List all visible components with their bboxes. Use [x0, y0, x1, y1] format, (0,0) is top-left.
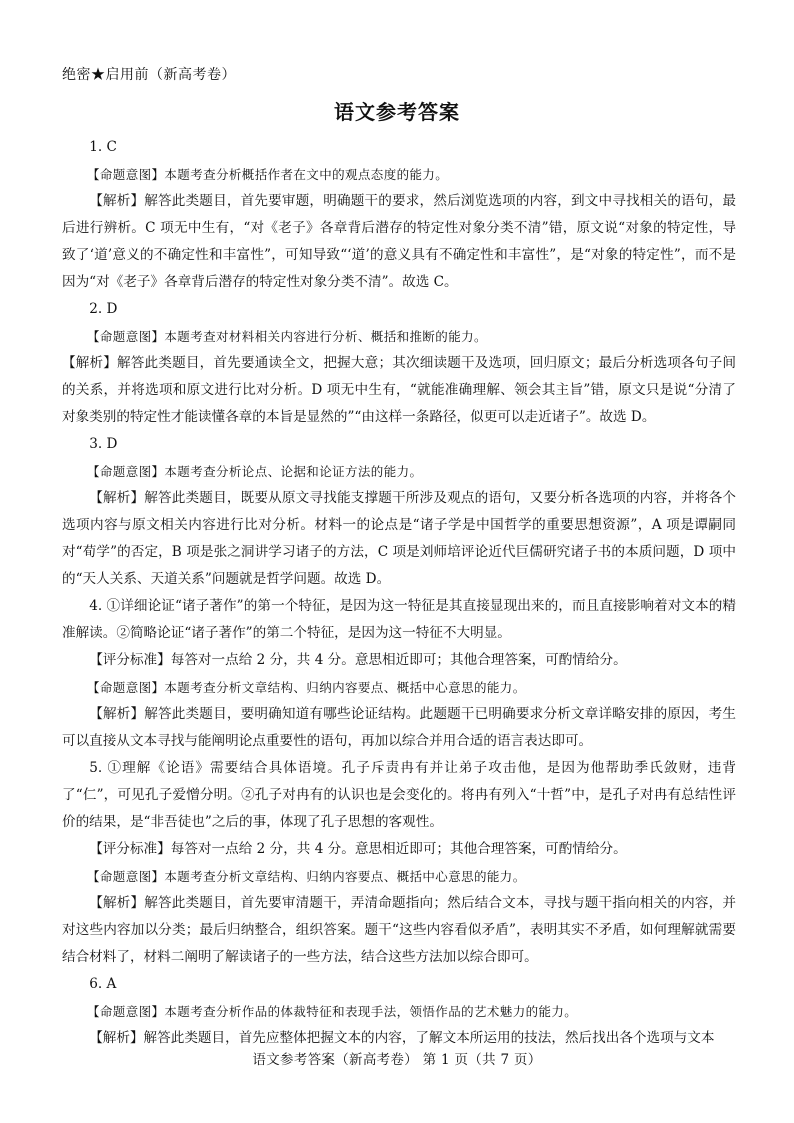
q1-analysis: 【解析】解答此类题目，首先要审题，明确题干的要求，然后浏览选项的内容，到文中寻找相关的语句，最后进行辨析。C 项无中生有，“对《老子》各章背后潜存的特定性对象分类不清”错，原文说“对象的特定性，导致了‘道’意义的不确定性和丰富性”，可知导致“‘道’的意义具有不确定性和丰富性”，是“对象的特定性”，而不是因为“对《老子》各章背后潜存的特定性对象分类不清”。故选 C。	[62, 193, 736, 290]
q4-intent: 【命题意图】本题考查分析文章结构、归纳内容要点、概括中心意思的能力。	[87, 680, 526, 695]
q4-answer: 4. ①详细论证“诸子著作”的第一个特征，是因为这一特征是其直接显现出来的，而且直接影响着对文本的精准解读。②简略论证“诸子著作”的第二个特征，是因为这一特征不大明显。	[62, 598, 736, 641]
q1-answer: 1. C	[89, 139, 117, 155]
confidential-header: 绝密★启用前（新高考卷）	[62, 67, 236, 83]
q3-analysis: 【解析】解答此类题目，既要从原文寻找能支撑题干所涉及观点的语句，又要分析各选项的内容，并将各个选项内容与原文相关内容进行比对分析。材料一的论点是“诸子学是中国哲学的重要思想资源”，A 项是谭嗣同对“荀学”的否定，B 项是张之洞讲学习诸子的方法，C 项是刘师培评论近代巨儒研究诸子书的本质问题，D 项中的“天人关系、天道关系”问题就是哲学问题。故选 D。	[62, 490, 736, 587]
q5-analysis: 【解析】解答此类题目，首先要审清题干，弄清命题指向；然后结合文本，寻找与题干指向相关的内容，并对这些内容加以分类；最后归纳整合，组织答案。题干“这些内容看似矛盾”，表明其实不矛盾，如何理解就需要结合材料了，材料二阐明了解读诸子的一些方法，结合这些方法加以综合即可。	[62, 895, 736, 965]
q6-intent: 【命题意图】本题考查分析作品的体裁特征和表现手法，领悟作品的艺术魅力的能力。	[87, 1004, 578, 1019]
page-footer: 语文参考答案（新高考卷） 第 1 页（共 7 页）	[252, 1052, 542, 1068]
q2-analysis: 【解析】解答此类题目，首先要通读全文，把握大意；其次细读题干及选项，回归原文；最后分析选项各句子间的关系，并将选项和原文进行比对分析。D 项无中生有，“就能准确理解、领会其主旨”错，原文只是说“分清了对象类别的特定性才能读懂各章的本旨是显然的”“由这样一条路径，似更可以走近诸子”。故选 D。	[62, 355, 736, 425]
q5-intent: 【命题意图】本题考查分析文章结构、归纳内容要点、概括中心意思的能力。	[87, 869, 526, 884]
page-title: 语文参考答案	[334, 100, 460, 124]
q4-standard: 【评分标准】每答对一点给 2 分，共 4 分。意思相近即可；其他合理答案，可酌情给分。	[89, 652, 627, 668]
q2-intent: 【命题意图】本题考查对材料相关内容进行分析、概括和推断的能力。	[87, 329, 487, 344]
q2-answer: 2. D	[89, 301, 118, 317]
q3-intent: 【命题意图】本题考查分析论点、论据和论证方法的能力。	[87, 464, 423, 479]
q6-analysis: 【解析】解答此类题目，首先应整体把握文本的内容，了解文本所运用的技法，然后找出各个选项与文本	[89, 1030, 715, 1046]
q5-answer: 5. ①理解《论语》需要结合具体语境。孔子斥责冉有并让弟子攻击他，是因为他帮助季氏敛财，违背了“仁”，可见孔子爱憎分明。②孔子对冉有的认识也是会变化的。将冉有列入“十哲”中，是孔子对冉有总结性评价的结果，是“非吾徒也”之后的事，体现了孔子思想的客观性。	[62, 760, 736, 830]
q1-intent: 【命题意图】本题考查分析概括作者在文中的观点态度的能力。	[87, 167, 449, 182]
q5-standard: 【评分标准】每答对一点给 2 分，共 4 分。意思相近即可；其他合理答案，可酌情给分。	[89, 841, 627, 857]
q4-analysis: 【解析】解答此类题目，要明确知道有哪些论证结构。此题题干已明确要求分析文章详略安排的原因，考生可以直接从文本寻找与能阐明论点重要性的语句，再加以综合并用合适的语言表达即可。	[62, 706, 736, 749]
q6-answer: 6. A	[89, 976, 117, 992]
answer-body	[62, 134, 736, 1052]
q3-answer: 3. D	[89, 436, 118, 452]
